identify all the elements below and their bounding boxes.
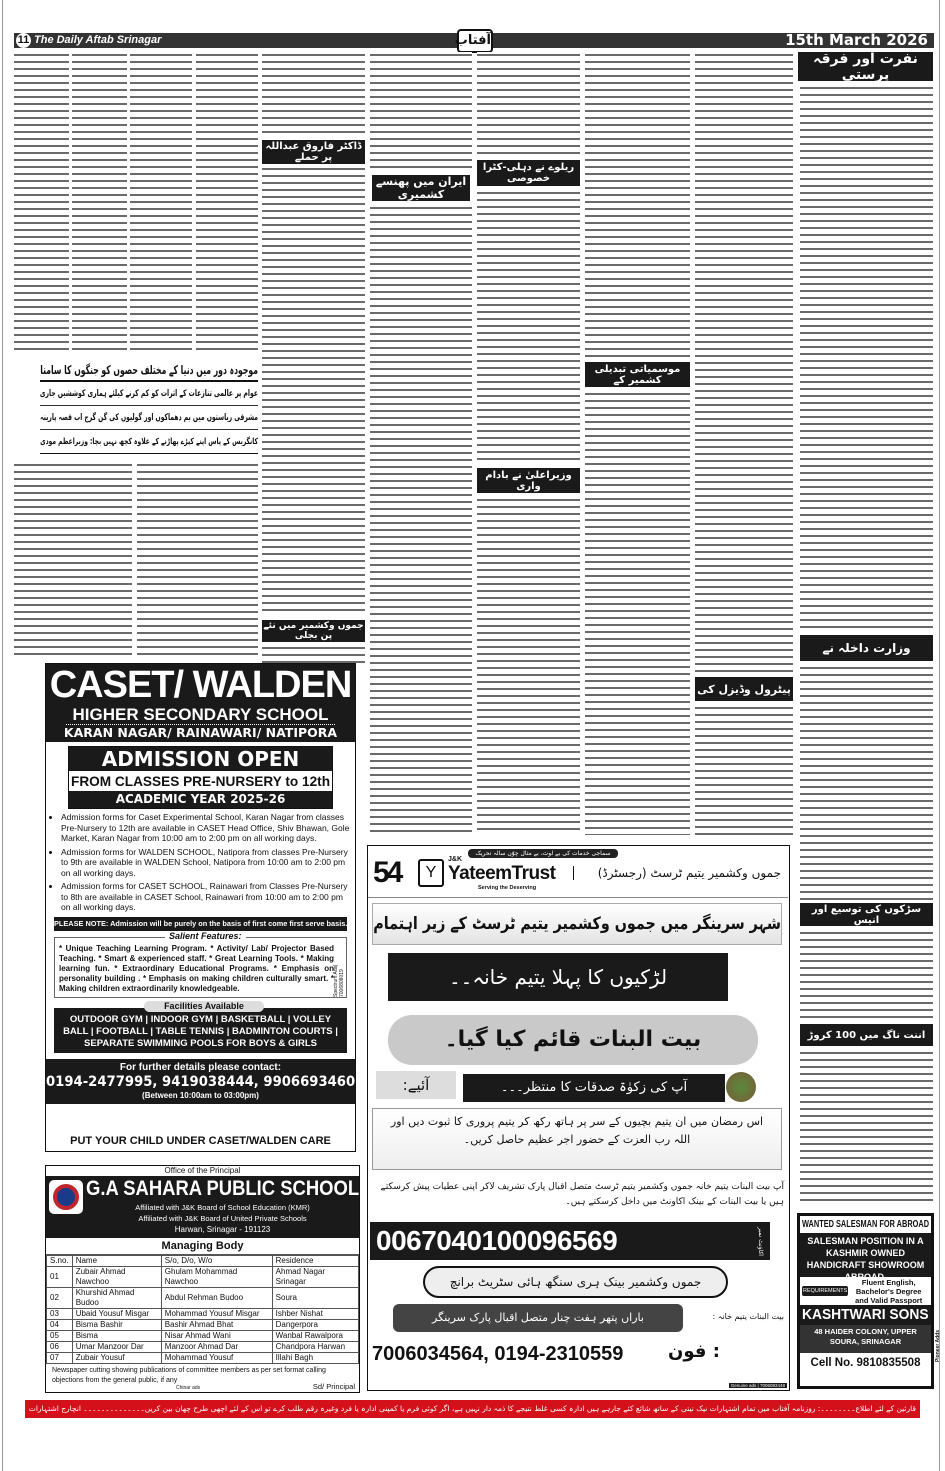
orphanage-address: باراں پتھر ہفت چنار متصل اقبال پارک سرینگر <box>393 1304 683 1332</box>
headline-cm[interactable]: وزیراعلیٰ نے بادام واری <box>477 468 580 493</box>
trust-logo-icon: Y <box>418 859 444 887</box>
table-cell: 06 <box>47 1342 73 1353</box>
headline-hate[interactable]: نفرت اور فرقہ پرستی <box>798 52 933 81</box>
admission-classes: FROM CLASSES PRE-NURSERY to 12th <box>71 773 331 789</box>
table-row <box>47 1320 359 1331</box>
company-address: 48 HAIDER COLONY, UPPER SOURA, SRINAGAR <box>800 1325 931 1353</box>
bank-account-number: 0067040100096569 <box>376 1225 618 1256</box>
table-cell: Nisar Ahmad Wani <box>161 1331 272 1342</box>
admission-note: PLEASE NOTE: Admission will be purely on the basis of first come first serve basis. <box>54 917 347 931</box>
table-row <box>47 1342 359 1353</box>
issue-date: 15th March 2026 <box>785 31 928 49</box>
table-cell: Umar Manzoor Dar <box>72 1342 161 1353</box>
headline-farooq[interactable]: ڈاکٹر فاروق عبداللہ پر حملے <box>262 140 365 164</box>
table-cell: Abdul Rehman Budoo <box>161 1288 272 1309</box>
article-column <box>262 52 365 137</box>
table-cell: Bisma Bashir <box>72 1320 161 1331</box>
article-column <box>262 645 365 665</box>
headline-iran[interactable]: ایران میں پھنسے کشمیری <box>372 175 470 201</box>
table-row <box>47 1288 359 1309</box>
trust-motto: Serving the Deserving <box>478 885 537 891</box>
table-row <box>47 1353 359 1364</box>
banner-established: بیت البنات قائم کیا گیا۔ <box>388 1015 758 1065</box>
article-column <box>14 52 69 352</box>
trust-jk: J&K <box>448 856 463 863</box>
banner-girls-orphanage: لڑکیوں کا پہلا یتیم خانہ۔۔ <box>388 953 728 1001</box>
table-cell: Ubaid Yousuf Misgar <box>72 1309 161 1320</box>
agency-credit: Chinar ads <box>176 1385 201 1391</box>
caset-locations: KARAN NAGAR/ RAINAWARI/ NATIPORA <box>63 725 338 740</box>
caset-title: CASET/ WALDEN <box>49 664 352 706</box>
requirements-text: Fluent English, Bachelor's Degree and Valid Passport <box>855 1277 923 1305</box>
table-cell: Dangerpora <box>272 1320 358 1331</box>
school-name: G.A SAHARA PUBLIC SCHOOL <box>86 1177 360 1200</box>
table-cell: Khurshid Ahmad Budoo <box>72 1288 161 1309</box>
facilities-title: Facilities Available <box>144 1001 264 1012</box>
affiliation: Affiliated with J&K Board of United Private Schools <box>138 1214 307 1223</box>
admission-info: • Admission forms for WALDEN SCHOOL, Natipora from classes Pre-Nursery to 9th are available in WALDEN School, Natipora from 10:00 am to 2:00 pm on all working days. <box>61 847 351 879</box>
table-cell: Mohammad Yousuf <box>161 1353 272 1364</box>
salesman-title: WANTED SALESMAN FOR ABROAD <box>802 1218 930 1230</box>
article-column <box>477 52 580 156</box>
table-cell: 07 <box>47 1353 73 1364</box>
table-cell: Ghulam Mohammad Nawchoo <box>161 1267 272 1288</box>
managing-body-table <box>46 1255 359 1364</box>
facilities-text: OUTDOOR GYM | INDOOR GYM | BASKETBALL | VOLLEY BALL | FOOTBALL | TABLE TENNIS | BADMINTON COURTS | SEPARATE SWIMMING POOLS FOR BOYS & GIRLS <box>63 1013 338 1049</box>
company-name: KASHTWARI SONS <box>800 1305 931 1325</box>
lead-headline[interactable]: موجودہ دور میں دنیا کے مختلف حصوں کو جنگوں کا سامنا <box>40 360 258 382</box>
article-column <box>196 52 258 352</box>
table-cell: Manzoor Ahmad Dar <box>161 1342 272 1353</box>
salesman-desc: SALESMAN POSITION IN A KASHMIR OWNED HANDICRAFT SHOWROOM ABROAD. <box>800 1233 931 1277</box>
admission-info: • Admission forms for Caset Experimental School, Karan Nagar from classes Pre-Nursery to 12th are available in CASET Head Office, Shiv Bhawan, Gole Market, Karan Nagar from 10:00 am to 2:00 pm on all working days. <box>61 812 351 844</box>
lead-subheadline: مشرقی ریاستوں میں بم دھماکوں اور گولیوں کی گن گرج اب قصہ پارینہ <box>40 408 258 430</box>
article-column <box>72 52 127 352</box>
table-header: Residence <box>272 1256 358 1267</box>
table-cell: Bashir Ahmad Bhat <box>161 1320 272 1331</box>
table-header: S/o, D/o, W/o <box>161 1256 272 1267</box>
contact-phones: 0194-2477995, 9419038444, 9906693460 <box>46 1073 356 1090</box>
features-title: Salient Features: <box>165 931 246 941</box>
agency-credit: Pioneer Adds <box>935 1330 941 1363</box>
lead-subheadline: کانگریس کے پاس اپنے کپڑے پھاڑنے کے علاوہ کچھ نہیں بچا: وزیراعظم مودی <box>40 432 258 454</box>
zakat-hands-icon <box>726 1072 756 1102</box>
article-column <box>695 52 793 672</box>
contact-hours: (Between 10:00am to 03:00pm) <box>142 1090 259 1100</box>
caset-tagline: PUT YOUR CHILD UNDER CASET/WALDEN CARE <box>70 1135 331 1147</box>
school-emblem <box>49 1180 83 1214</box>
page-number: 11 <box>17 34 30 46</box>
article-column <box>137 462 258 657</box>
contact-phone: 7006034564, 0194-2310559 <box>372 1343 624 1365</box>
caset-subtitle: HIGHER SECONDARY SCHOOL <box>66 705 335 725</box>
article-column <box>695 705 793 835</box>
office-label: Office of the Principal <box>164 1166 241 1175</box>
admission-open: ADMISSION OPEN <box>69 747 332 771</box>
table-cell: Ahmad Nagar Srinagar <box>272 1267 358 1288</box>
cell-number: Cell No. 9810835508 <box>810 1357 921 1369</box>
lead-subheadline: عوام پر عالمی تنازعات کے اثرات کو کم کرنے کیلئے ہماری کوششیں جاری <box>40 384 258 406</box>
address-label: بیت البنات یتیم خانہ : <box>712 1312 784 1321</box>
headline-roads[interactable]: سڑکوں کی توسیع اور انیس <box>800 903 933 926</box>
affiliation: Affiliated with J&K Board of School Education (KMR) <box>135 1203 310 1212</box>
agency-credit: Spectrum Ads| 7006808019 <box>333 964 345 997</box>
paper-name: The Daily Aftab Srinagar <box>34 34 162 46</box>
headline-home[interactable]: وزارت داخلہ نے <box>800 635 933 661</box>
table-cell: Illahi Bagh <box>272 1353 358 1364</box>
admission-info-list <box>61 812 351 913</box>
article-column <box>585 391 690 835</box>
headline-climate[interactable]: موسمیاتی تبدیلی کشمیر کے <box>585 362 690 387</box>
article-column <box>477 190 580 462</box>
article-column <box>477 497 580 835</box>
bank-branch: جموں وکشمیر بینک ہری سنگھ ہائی سٹریٹ برانچ <box>423 1266 728 1298</box>
table-cell: Mohammad Yousuf Misgar <box>161 1309 272 1320</box>
table-cell: Bisma <box>72 1331 161 1342</box>
principal-sign: Sd/ Principal <box>312 1382 355 1391</box>
table-cell: Soura <box>272 1288 358 1309</box>
table-cell: Chandpora Harwan <box>272 1342 358 1353</box>
account-label: اکاؤنٹ نمبر <box>757 1226 764 1256</box>
article-column <box>370 205 472 835</box>
banner-heading: شہر سرینگر میں جموں وکشمیر یتیم ٹرسٹ کے زیر اہتمام <box>372 903 782 945</box>
table-cell: 04 <box>47 1320 73 1331</box>
table-cell: Wanbal Rawalpora <box>272 1331 358 1342</box>
table-cell: 02 <box>47 1288 73 1309</box>
contact-title: For further details please contact: <box>119 1061 282 1073</box>
table-row <box>47 1267 359 1288</box>
visit-info: آپ بیت البنات یتیم خانہ جموں وکشمیر یتیم ٹرسٹ متصل اقبال پارک تشریف لاکر اپنی عطیات پیش کرسکتے ہیں یا بیت البنات کے بینک اکاونٹ میں داخل کرسکتے ہیں۔ <box>380 1182 784 1207</box>
ga-sahara-ad <box>45 1165 360 1393</box>
wanted-salesman-ad <box>797 1213 934 1389</box>
trust-tagline: سماجی خدمات کی بے لوث، بے مثال چوّن سالہ تحریک <box>468 849 618 858</box>
table-cell: Ishber Nishat <box>272 1309 358 1320</box>
headline-hydro[interactable]: جموں وکشمیر میں نئے پن بجلی <box>263 621 364 641</box>
headline-railway[interactable]: ریلوے نے دہلی-کٹرا خصوصی <box>477 160 580 186</box>
trust-brand: YateemTrust <box>448 863 556 884</box>
article-column <box>262 166 365 616</box>
requirements-label: REQUIREMENTS <box>803 1288 848 1294</box>
article-column <box>130 52 192 352</box>
table-cell: Zubair Ahmad Nawchoo <box>72 1267 161 1288</box>
article-column <box>800 85 933 630</box>
school-address: Harwan, Srinagar - 191123 <box>174 1225 271 1234</box>
managing-body-title: Managing Body <box>46 1238 359 1255</box>
sahara-note: Newspaper cutting showing publications of committee members as per set format calling objections from the general public, if any <box>52 1367 326 1384</box>
article-column <box>585 52 690 357</box>
yateem-trust-ad <box>367 845 790 1391</box>
agency-credit: Genuine ads | 7006083448 <box>730 1383 785 1388</box>
table-header: Name <box>72 1256 161 1267</box>
academic-year: ACADEMIC YEAR 2025-26 <box>69 791 332 808</box>
table-cell: 05 <box>47 1331 73 1342</box>
article-column <box>800 665 933 900</box>
trust-years: 54 <box>373 856 401 889</box>
article-column <box>14 462 132 657</box>
advertisement-disclaimer: قارئین کے لئے اطلاع۔۔۔۔۔۔۔۔: روزنامہ آفتاب میں تمام اشتہارات نیک نیتی کے ساتھ شائع کئے جارہے ہیں ادارہ کسی غلط نتیجے کا ذمہ دار نہیں ہے، اگر کوئی فرم یا کمپنی ادارہ یا فرد وغیرہ رقم طلب کرے تو اس کے لئے اچھی طرح چھان بین کریں۔۔۔۔۔۔۔۔۔۔۔۔۔۔ انچارج اشتہارات <box>25 1400 920 1418</box>
zakat-banner: آپ کی زکوٰۃ صدقات کا منتظر۔۔۔ <box>463 1074 725 1102</box>
table-cell: 03 <box>47 1309 73 1320</box>
features-text: * Unique Teaching Learning Program. * Activity/ Lab/ Projector Based Teaching. * Smart & experienced staff. * Great Learning Tools. * Making learning fun. * Extraordinary Educational Programs. * Emphasis on personality building . * Emphasis on making children culturally smart. * Making children extraordinarily knowledgeable. <box>59 943 334 993</box>
article-column <box>370 52 472 172</box>
article-column <box>800 930 933 1020</box>
trust-urdu-name: جموں وکشمیر یتیم ٹرسٹ (رجسٹرڈ) <box>573 866 785 880</box>
table-header: S.no. <box>47 1256 73 1267</box>
headline-petrol[interactable]: پیٹرول وڈیزل کی <box>695 677 793 701</box>
headline-anantnag[interactable]: اننت ناگ میں 100 کروڑ <box>800 1024 933 1046</box>
aftab-logo: آفتاب <box>457 29 493 53</box>
table-row <box>47 1309 359 1320</box>
table-cell: 01 <box>47 1267 73 1288</box>
come-label: آئیے: <box>376 1071 456 1099</box>
article-column <box>800 1050 933 1205</box>
table-row <box>47 1331 359 1342</box>
admission-info: • Admission forms for CASET SCHOOL, Rainawari from Classes Pre-Nursery to 8th are available in CASET School, Rainawari from 10:00 am to 2:00 pm on all working days. <box>61 881 351 913</box>
table-cell: Zubair Yousuf <box>72 1353 161 1364</box>
phone-label: : فون <box>668 1341 720 1362</box>
ramadan-appeal: اس رمضان میں ان یتیم بچیوں کے سر پر ہاتھ رکھ کر یتیم پروری کا ثبوت دیں اور اللہ رب العزت کے حضور اجر عظیم حاصل کریں۔ <box>372 1108 782 1170</box>
